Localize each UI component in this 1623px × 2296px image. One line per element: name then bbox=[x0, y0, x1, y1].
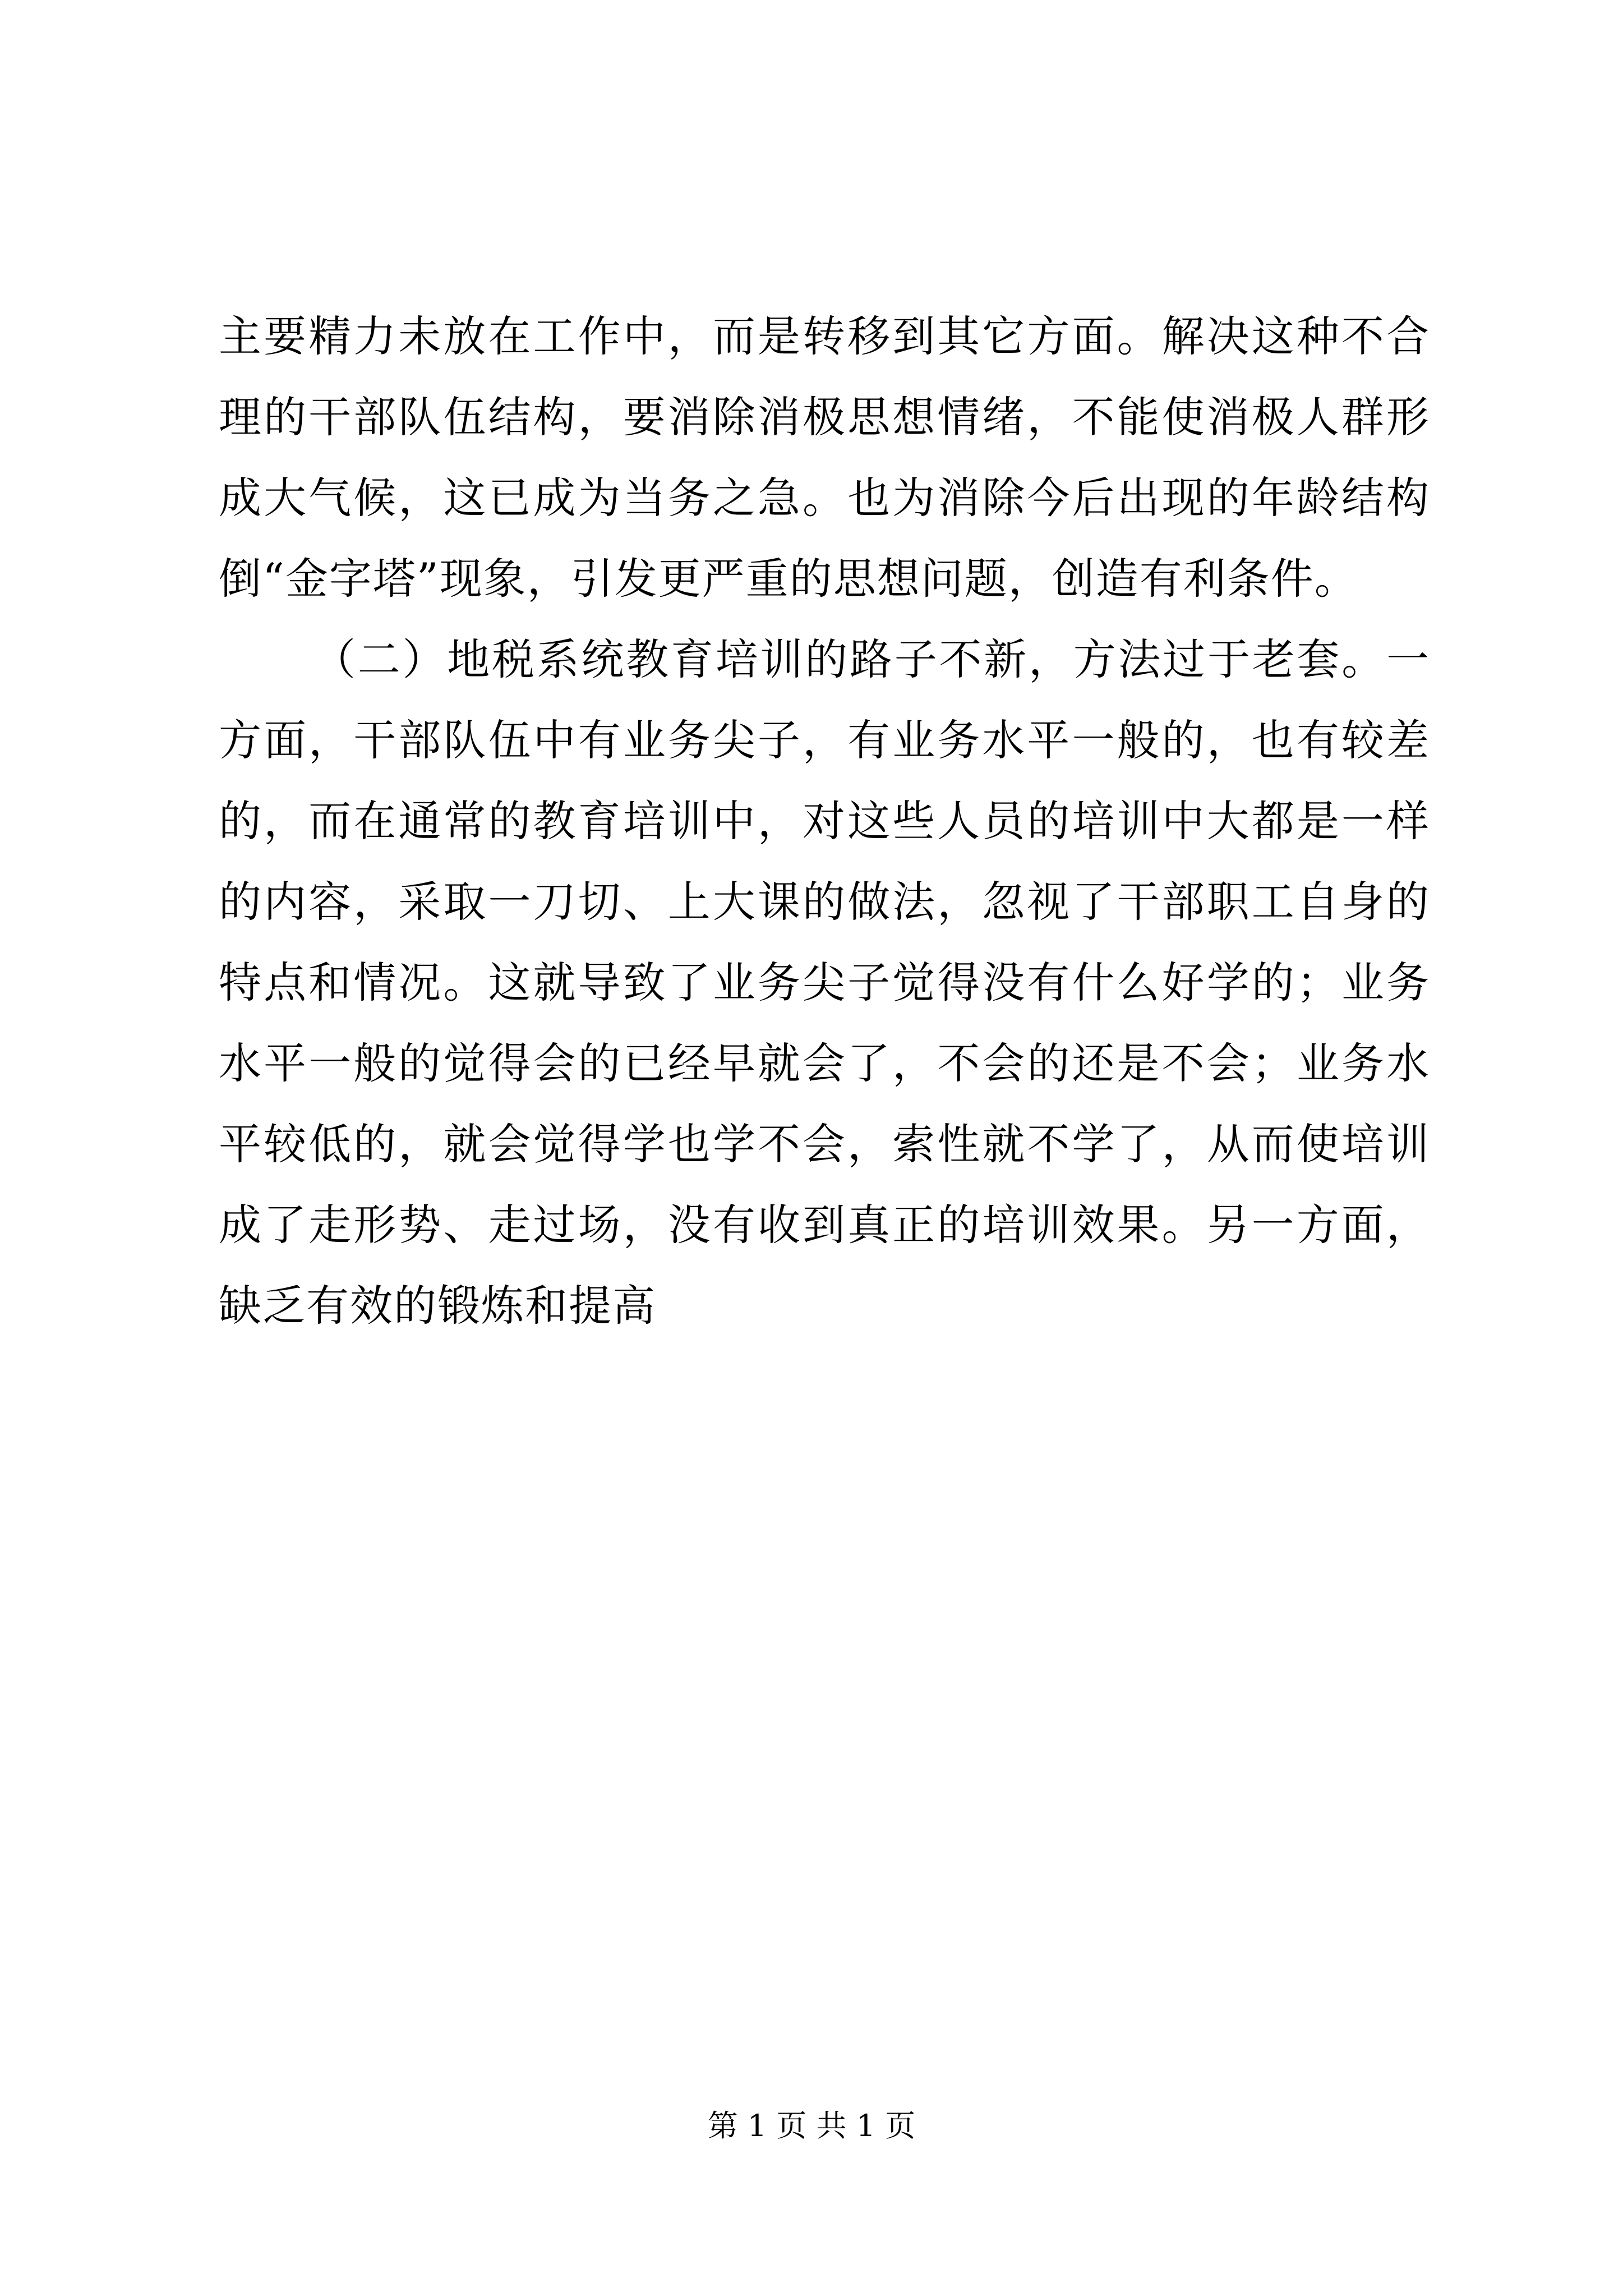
paragraph-continuation: 主要精力未放在工作中，而是转移到其它方面。解决这种不合理的干部队伍结构，要消除消极思想情绪，不能使消极人群形成大气候，这已成为当务之急。也为消除今后出现的年龄结构倒“金字塔”现象，引发更严重的思想问题，创造有利条件。 bbox=[219, 311, 1430, 604]
paragraph-section-two: （二）地税系统教育培训的路子不新，方法过于老套。一方面，干部队伍中有业务尖子，有业务水平一般的，也有较差的，而在通常的教育培训中，对这些人员的培训中大都是一样的内容，采取一刀切、上大课的做法，忽视了干部职工自身的特点和情况。这就导致了业务尖子觉得没有什么好学的；业务水平一般的觉得会的已经早就会了，不会的还是不会；业务水平较低的，就会觉得学也学不会，索性就不学了，从而使培训成了走形势、走过场，没有收到真正的培训效果。另一方面，缺乏有效的锻炼和提高 bbox=[219, 634, 1430, 1331]
document-body bbox=[219, 296, 1430, 1346]
page-number-footer: 第 1 页 共 1 页 bbox=[707, 2108, 916, 2143]
